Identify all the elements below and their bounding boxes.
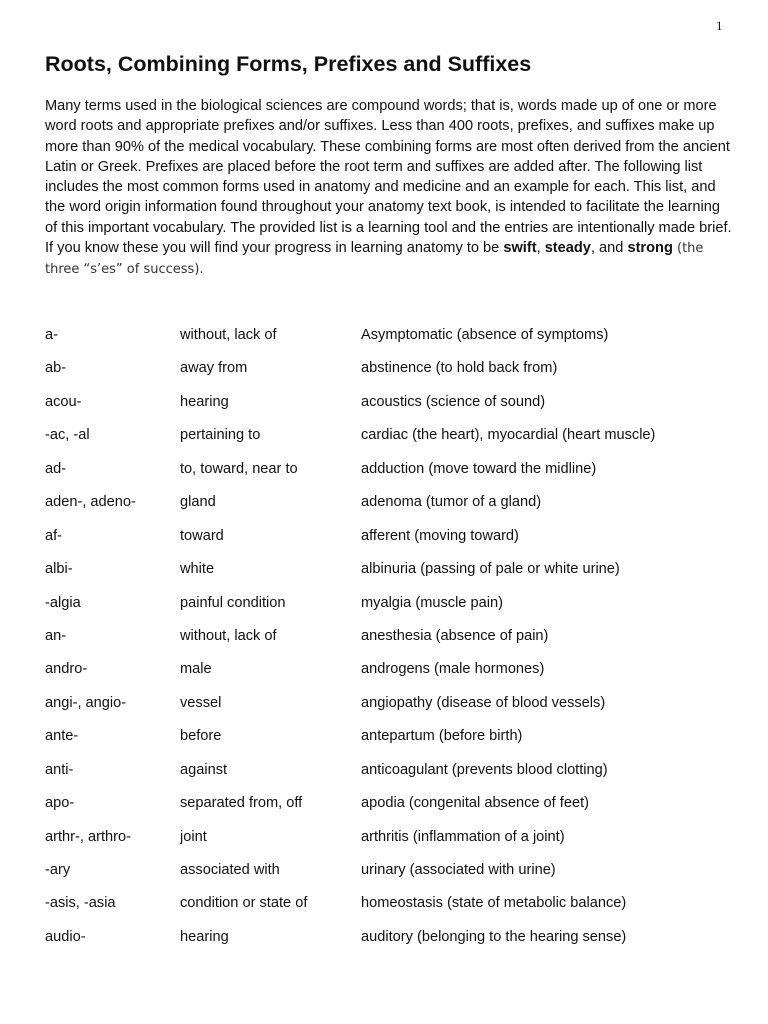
term-meaning: away from	[180, 360, 248, 377]
term-example: adenoma (tumor of a gland)	[361, 494, 542, 511]
term-example: afferent (moving toward)	[361, 527, 519, 544]
intro-paragraph	[45, 96, 735, 281]
term-example: Asymptomatic (absence of symptoms)	[361, 327, 609, 343]
term-meaning: gland	[180, 494, 216, 511]
term: andro-	[45, 661, 88, 678]
term: ad-	[45, 460, 67, 477]
term: -ary	[45, 862, 71, 878]
term-meaning: without, lack of	[180, 327, 277, 343]
term-example: auditory (belonging to the hearing sense)	[361, 928, 627, 945]
term: albi-	[45, 561, 73, 578]
term: -algia	[45, 594, 81, 611]
term: aden-, adeno-	[45, 494, 136, 511]
term-example: adduction (move toward the midline)	[361, 460, 597, 477]
term-meaning: hearing	[180, 393, 229, 410]
term-example: myalgia (muscle pain)	[361, 594, 503, 611]
term-meaning: before	[180, 728, 222, 745]
term-row	[45, 929, 745, 962]
term-row	[45, 595, 745, 628]
term: audio-	[45, 928, 86, 945]
term-row	[45, 795, 745, 828]
term: an-	[45, 627, 67, 644]
term-example: antepartum (before birth)	[361, 728, 523, 745]
term-meaning: separated from, off	[180, 795, 303, 812]
term-row	[45, 427, 745, 460]
term-row	[45, 862, 745, 895]
term-example: abstinence (to hold back from)	[361, 360, 558, 377]
term-row	[45, 661, 745, 694]
term: af-	[45, 527, 63, 544]
term-row	[45, 528, 745, 561]
term-meaning: pertaining to	[180, 427, 261, 444]
term-meaning: toward	[180, 527, 224, 544]
intro-text: Many terms used in the biological sciences are compound words; that is, words made up of one or more word roots and appropriate prefixes and/or suffixes. Less than 400 roots, prefixes, and suffixes make up more than 90% of the medical vocabulary. These combining forms are most often derived from the ancient Latin or Greek. Prefixes are placed before the root term and suffixes are added after. The following list includes the most common forms used in anatomy and medicine and an example for each. This list, and the word origin information found throughout your anatomy text book, is intended to facilitate the learning of this important vocabulary. The provided list is a learning tool and the entries are intentionally made brief. If you know these you will find your progress in learning anatomy to be	[45, 98, 732, 257]
term: angi-, angio-	[45, 694, 127, 711]
intro-emphasis-strong: strong	[627, 240, 673, 257]
term: a-	[45, 327, 58, 343]
term-example: apodia (congenital absence of feet)	[361, 795, 589, 812]
term-meaning: painful condition	[180, 594, 286, 611]
term-meaning: vessel	[180, 694, 222, 711]
term-meaning: male	[180, 661, 212, 678]
page-number: 1	[716, 18, 723, 33]
intro-emphasis-steady: steady	[544, 240, 591, 257]
term: arthr-, arthro-	[45, 828, 131, 845]
intro-emphasis-swift: swift	[503, 240, 537, 257]
term-meaning: against	[180, 761, 228, 778]
term-row	[45, 327, 745, 360]
term-meaning: white	[180, 561, 215, 578]
term-example: angiopathy (disease of blood vessels)	[361, 694, 606, 711]
term-meaning: associated with	[180, 862, 280, 878]
term: -ac, -al	[45, 427, 90, 444]
term-row	[45, 360, 745, 393]
term-meaning: condition or state of	[180, 895, 308, 912]
term-example: anesthesia (absence of pain)	[361, 627, 549, 644]
term-example: homeostasis (state of metabolic balance)	[361, 895, 627, 912]
term: anti-	[45, 761, 74, 778]
term: ante-	[45, 728, 79, 745]
term-meaning: joint	[180, 828, 207, 845]
term-meaning: without, lack of	[180, 627, 277, 644]
term-row	[45, 561, 745, 594]
term-row	[45, 695, 745, 728]
term: apo-	[45, 795, 75, 812]
term-row	[45, 762, 745, 795]
term-example: cardiac (the heart), myocardial (heart muscle)	[361, 427, 656, 444]
term-meaning: hearing	[180, 928, 229, 945]
term: acou-	[45, 393, 82, 410]
term-row	[45, 728, 745, 761]
term-example: anticoagulant (prevents blood clotting)	[361, 761, 608, 778]
terms-list	[45, 327, 745, 962]
term-row	[45, 628, 745, 661]
intro-tagline: (the three “s’es” of success).	[45, 241, 704, 278]
term-meaning: to, toward, near to	[180, 460, 298, 477]
term: ab-	[45, 360, 67, 377]
term-example: albinuria (passing of pale or white urine)	[361, 561, 620, 578]
intro-separator: ,	[536, 240, 545, 257]
term-row	[45, 829, 745, 862]
term: -asis, -asia	[45, 895, 116, 912]
term-row	[45, 494, 745, 527]
term-row	[45, 461, 745, 494]
term-row	[45, 895, 745, 928]
term-row	[45, 394, 745, 427]
term-example: arthritis (inflammation of a joint)	[361, 828, 565, 845]
term-example: androgens (male hormones)	[361, 661, 545, 678]
term-example: acoustics (science of sound)	[361, 393, 546, 410]
page-title: Roots, Combining Forms, Prefixes and Suffixes	[45, 52, 532, 76]
term-example: urinary (associated with urine)	[361, 862, 556, 878]
intro-separator: , and	[590, 240, 628, 257]
